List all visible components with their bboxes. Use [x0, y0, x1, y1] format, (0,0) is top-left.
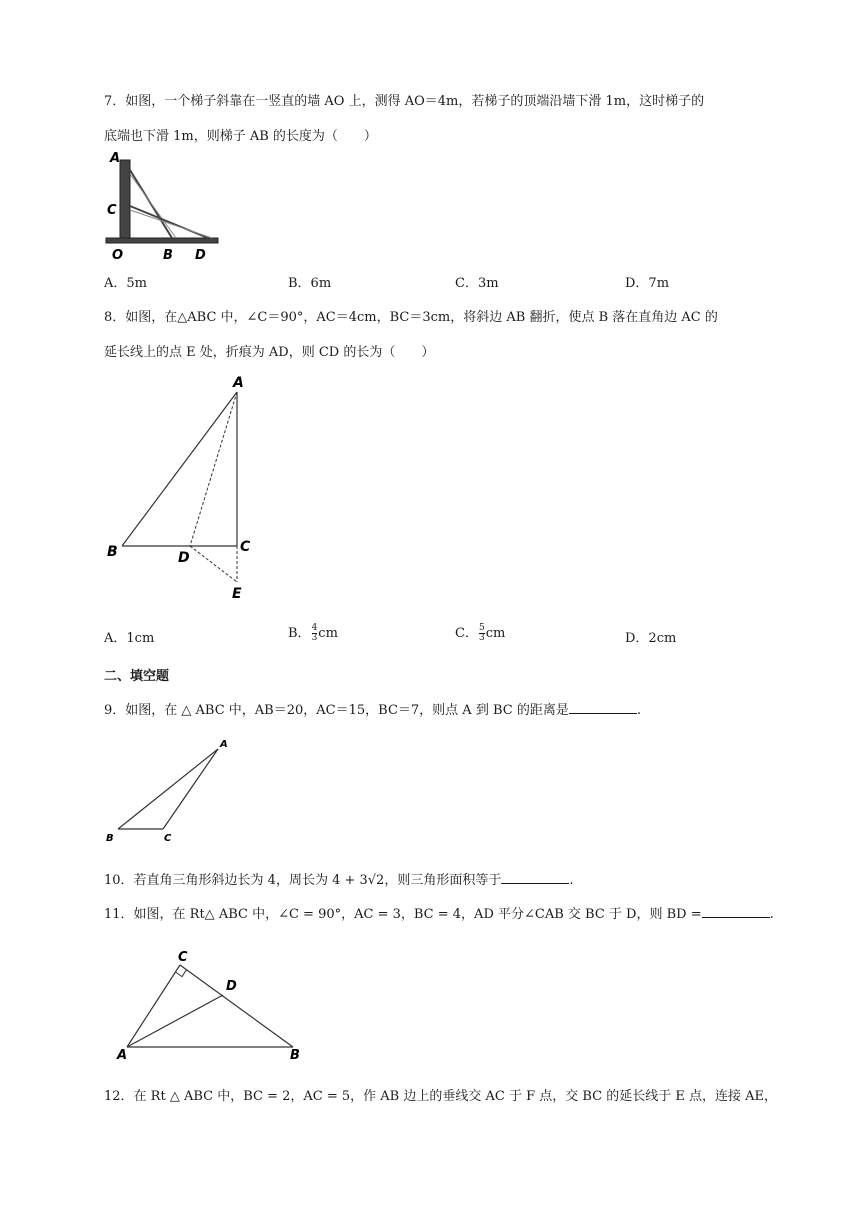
q7-option-c: C．3m [455, 276, 499, 291]
q8-text-line1: 8．如图，在△ABC 中，∠C＝90°，AC＝4cm，BC＝3cm，将斜边 AB 翻折，使点 B 落在直角边 AC 的 [104, 310, 718, 325]
q7-text-line1: 7．如图，一个梯子斜靠在一竖直的墙 AO 上，测得 AO＝4m，若梯子的顶端沿墙下滑 1m，这时梯子的 [104, 94, 705, 109]
q7-option-d: D．7m [625, 276, 670, 291]
q7-label-c: C [107, 203, 117, 218]
q11-answer-blank[interactable] [702, 905, 770, 918]
q10-answer-blank[interactable] [501, 871, 569, 884]
q8-option-b-unit: cm [318, 626, 338, 641]
q7-option-a: A．5m [104, 276, 147, 291]
q8-label-e: E [232, 586, 242, 602]
q11-label-c: C [178, 950, 188, 965]
q9-label-a: A [220, 739, 228, 750]
q11-end: . [769, 907, 774, 922]
q7-option-b: B．6m [288, 276, 332, 291]
q11-text [104, 903, 774, 922]
q11-triangle-figure [110, 945, 310, 1063]
q8-label-b: B [107, 544, 118, 560]
q11-stem: 11．如图，在 Rt△ ABC 中，∠C = 90°，AC = 3，BC = 4，AD 平分∠CAB 交 BC 于 D，则 BD = [104, 907, 702, 922]
q8-option-c [455, 622, 505, 643]
section-title-fill-in: 二、填空题 [104, 669, 170, 684]
q9-end: . [636, 703, 641, 718]
q8-label-a: A [233, 375, 244, 391]
q8-option-c-unit: cm [485, 626, 506, 641]
q9-text [104, 699, 641, 718]
q7-label-b: B [163, 248, 173, 263]
q9-triangle-figure [100, 735, 235, 845]
q11-label-a: A [117, 1048, 128, 1063]
q10-text [104, 869, 573, 888]
q11-label-d: D [226, 979, 237, 994]
q8-option-b-prefix: B． [288, 626, 311, 641]
q9-stem: 9．如图，在 △ ABC 中，AB＝20，AC＝15，BC＝7，则点 A 到 BC 的距离是 [104, 703, 569, 718]
q7-text-line2: 底端也下滑 1m，则梯子 AB 的长度为（ ） [104, 129, 377, 144]
q8-option-c-den: 3 [478, 633, 485, 643]
q9-answer-blank[interactable] [569, 701, 637, 714]
q9-label-c: C [164, 833, 172, 844]
q7-label-a: A [110, 151, 121, 166]
q8-option-c-num: 5 [478, 623, 485, 633]
q8-label-c: C [240, 539, 251, 555]
q8-option-b [288, 622, 338, 643]
q8-option-c-fraction [479, 624, 485, 643]
q8-option-b-den: 3 [311, 633, 318, 643]
q10-stem: 10．若直角三角形斜边长为 4，周长为 4 + 3√2，则三角形面积等于 [104, 873, 502, 888]
q8-option-b-fraction [312, 624, 318, 643]
q7-ladder-figure [100, 148, 230, 263]
q7-label-o: O [112, 248, 124, 263]
q8-option-a: A．1cm [104, 631, 155, 646]
q9-label-b: B [106, 833, 114, 844]
q8-text-line2: 延长线上的点 E 处，折痕为 AD，则 CD 的长为（ ） [104, 345, 435, 360]
q8-option-d: D．2cm [625, 631, 677, 646]
q8-label-d: D [178, 550, 190, 566]
q8-option-c-prefix: C． [455, 626, 478, 641]
q7-label-d: D [195, 248, 206, 263]
q10-end: . [569, 873, 574, 888]
q11-label-b: B [290, 1048, 300, 1063]
q8-triangle-figure [100, 370, 270, 605]
q8-option-b-num: 4 [311, 623, 318, 633]
q12-text: 12．在 Rt △ ABC 中，BC = 2，AC = 5，作 AB 边上的垂线交 AC 于 F 点，交 BC 的延长线于 E 点，连接 AE， [104, 1089, 778, 1104]
